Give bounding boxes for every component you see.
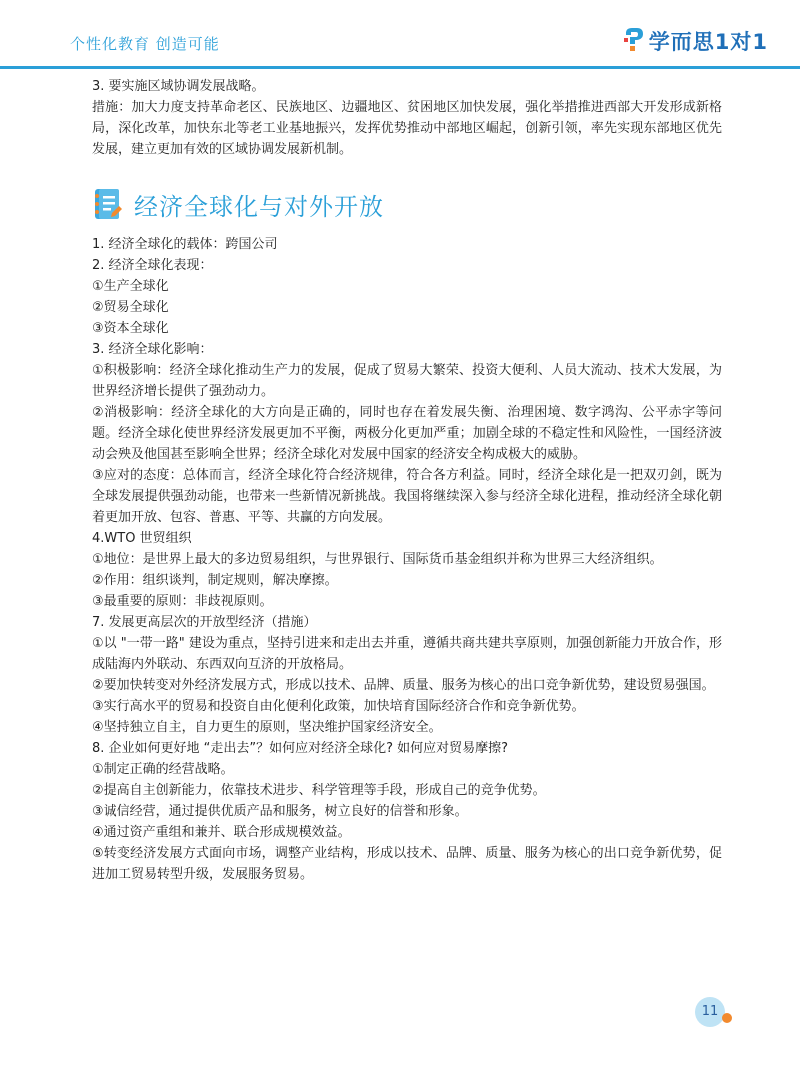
intro-block (92, 76, 722, 160)
header-divider (0, 66, 800, 69)
text-line: ③应对的态度：总体而言，经济全球化符合经济规律，符合各方利益。同时，经济全球化是一把双刃剑，既为全球发展提供强劲动能，也带来一些新情况新挑战。我国将继续深入参与经济全球化进程，推动经济全球化朝着更加开放、包容、普惠、平等、共赢的方向发展。 (92, 468, 722, 525)
text-line: ①积极影响：经济全球化推动生产力的发展，促成了贸易大繁荣、投资大便利、人员大流动、技术大发展，为世界经济增长提供了强劲动力。 (92, 363, 722, 399)
text-line: ②贸易全球化 (92, 300, 169, 315)
intro-paragraph: 措施：加大力度支持革命老区、民族地区、边疆地区、贫困地区加快发展，强化举措推进西部大开发形成新格局，深化改革，加快东北等老工业基地振兴，发挥优势推动中部地区崛起，创新引领，率先实现东部地区优先发展，建立更加有效的区域协调发展新机制。 (92, 100, 722, 157)
text-line: ③最重要的原则：非歧视原则。 (92, 594, 273, 609)
page-header (0, 0, 800, 68)
text-line: ②要加快转变对外经济发展方式，形成以技术、品牌、质量、服务为核心的出口竞争新优势，建设贸易强国。 (92, 678, 715, 693)
text-line: ①地位：是世界上最大的多边贸易组织，与世界银行、国际货币基金组织并称为世界三大经济组织。 (92, 552, 663, 567)
text-line: ①以 "一带一路" 建设为重点，坚持引进来和走出去并重，遵循共商共建共享原则，加强创新能力开放合作，形成陆海内外联动、东西双向互济的开放格局。 (92, 636, 722, 672)
section-body (92, 234, 722, 885)
section-heading (92, 184, 384, 224)
text-line: 1. 经济全球化的载体：跨国公司 (92, 237, 278, 252)
header-slogan: 个性化教育 创造可能 (70, 35, 220, 53)
text-line: ①制定正确的经营战略。 (92, 762, 234, 777)
text-line: 2. 经济全球化表现： (92, 258, 213, 273)
notebook-icon (92, 187, 124, 221)
text-line: ②作用：组织谈判，制定规则，解决摩擦。 (92, 573, 338, 588)
logo-mark-icon (623, 27, 645, 55)
text-line: ③资本全球化 (92, 321, 169, 336)
text-line: 8. 企业如何更好地 “走出去”？如何应对经济全球化? 如何应对贸易摩擦? (92, 741, 509, 756)
page-number: 11 (695, 997, 725, 1027)
text-line: ⑤转变经济发展方式面向市场，调整产业结构，形成以技术、品牌、质量、服务为核心的出口竞争新优势，促进加工贸易转型升级，发展服务贸易。 (92, 846, 722, 882)
text-line: ④通过资产重组和兼并、联合形成规模效益。 (92, 825, 351, 840)
text-line: 3. 经济全球化影响： (92, 342, 213, 357)
text-line: ①生产全球化 (92, 279, 169, 294)
text-line: ③诚信经营，通过提供优质产品和服务，树立良好的信誉和形象。 (92, 804, 468, 819)
page-number-dot (722, 1013, 732, 1023)
brand-logo (623, 26, 768, 56)
text-line: 4.WTO 世贸组织 (92, 531, 192, 546)
intro-heading: 3. 要实施区域协调发展战略。 (92, 79, 265, 94)
text-line: ②消极影响：经济全球化的大方向是正确的，同时也存在着发展失衡、治理困境、数字鸿沟、公平赤字等问题。经济全球化使世界经济发展更加不平衡，两极分化更加严重；加剧全球的不稳定性和风险性，一国经济波动会殃及他国甚至影响全世界；经济全球化对发展中国家的经济安全构成极大的威胁。 (92, 405, 722, 462)
text-line: ②提高自主创新能力，依靠技术进步、科学管理等手段，形成自己的竞争优势。 (92, 783, 546, 798)
logo-text: 学而思1对1 (648, 30, 768, 54)
section-title: 经济全球化与对外开放 (134, 192, 384, 221)
text-line: ④坚持独立自主，自力更生的原则，坚决维护国家经济安全。 (92, 720, 442, 735)
text-line: 7. 发展更高层次的开放型经济（措施） (92, 615, 317, 630)
text-line: ③实行高水平的贸易和投资自由化便利化政策，加快培育国际经济合作和竞争新优势。 (92, 699, 585, 714)
